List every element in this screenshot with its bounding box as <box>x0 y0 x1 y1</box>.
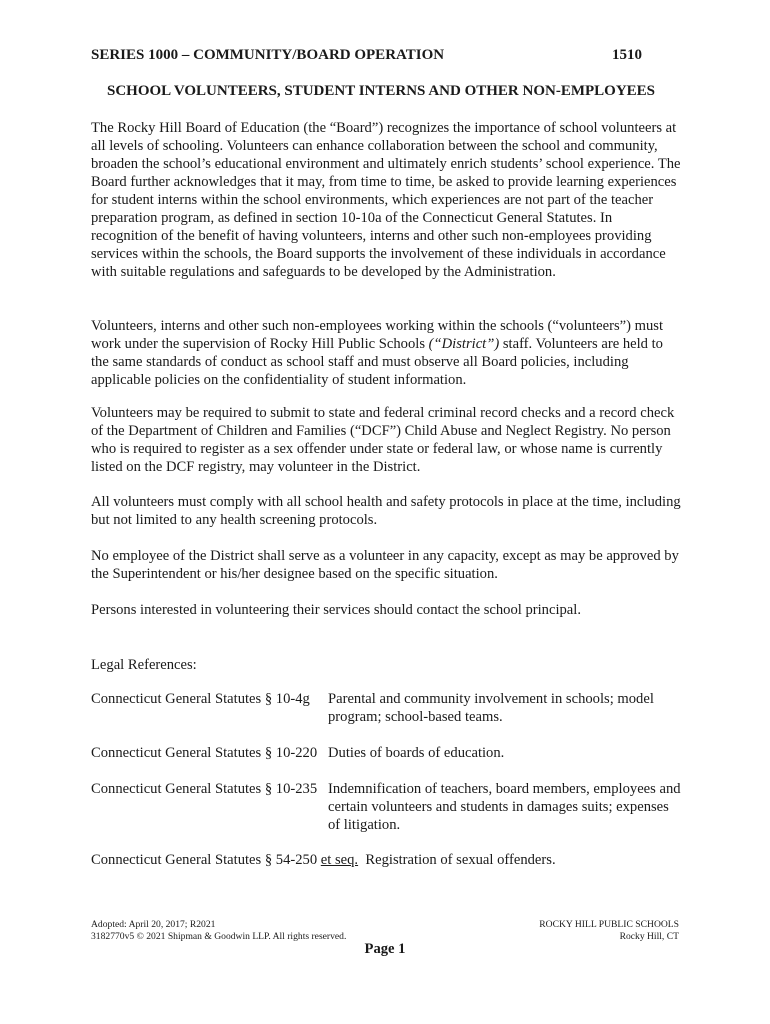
policy-number: 1510 <box>612 47 642 63</box>
et-seq-underlined: et seq. <box>320 852 359 868</box>
paragraph-employees: No employee of the District shall serve as a volunteer in any capacity, except as may be approved by the Superintendent or his/her designee based on the specific situation. <box>91 548 679 582</box>
series-title: SERIES 1000 – COMMUNITY/BOARD OPERATION <box>91 47 445 63</box>
paragraph-health-protocols: All volunteers must comply with all school health and safety protocols in place at the time, including but not limited to any health screening protocols. <box>91 494 681 528</box>
paragraph-supervision-text-2: staff. Volunteers are held to the same standards of conduct as school staff and must observe all Board policies, including applicable policies on the confidentiality of student information. <box>91 336 663 388</box>
organization-location: Rocky Hill, CT <box>619 931 679 942</box>
statute-citation: Connecticut General Statutes § 10-220 <box>91 745 318 761</box>
paragraph-supervision-text-1: Volunteers, interns and other such non-employees working within the schools (“volunteers”) must work under the supervision of Rocky Hill Public Schools <box>91 318 664 352</box>
statute-citation: Connecticut General Statutes § 10-4g <box>91 691 310 707</box>
footer-right <box>539 919 679 943</box>
district-term: (“District”) <box>428 336 500 352</box>
paragraph-intro: The Rocky Hill Board of Education (the “Board”) recognizes the importance of school volunteers at all levels of schooling. Volunteers can enhance collaboration between the school and community, broaden the school’s educational environment and ultimately enrich students’ school experience. The Board further acknowledges that it may, from time to time, be asked to provide learning experiences for student interns within the school environments, which experiences are not part of the teacher preparation program, as defined in section 10-10a of the Connecticut General Statutes. In recognition of the benefit of having volunteers, interns and other such non-employees providing services within the schools, the Board supports the involvement of these individuals in accordance with suitable regulations and safeguards to be developed by the Administration. <box>91 120 681 280</box>
statute-description: Registration of sexual offenders. <box>365 852 556 868</box>
statute-description: Indemnification of teachers, board members, employees and certain volunteers and students in damages suits; expenses of litigation. <box>328 781 681 833</box>
paragraph-supervision <box>91 317 681 389</box>
legal-references-label: Legal References: <box>91 657 197 673</box>
statute-description: Parental and community involvement in schools; model program; school-based teams. <box>328 691 654 725</box>
footer-left <box>91 919 346 943</box>
organization-name: ROCKY HILL PUBLIC SCHOOLS <box>539 919 679 930</box>
page-number: Page 1 <box>364 941 406 957</box>
paragraph-contact: Persons interested in volunteering their services should contact the school principal. <box>91 602 581 618</box>
policy-title: SCHOOL VOLUNTEERS, STUDENT INTERNS AND OTHER NON-EMPLOYEES <box>106 83 656 99</box>
paragraph-record-checks: Volunteers may be required to submit to state and federal criminal record checks and a record check of the Department of Children and Families (“DCF”) Child Abuse and Neglect Registry. No person who is required to register as a sex offender under state or federal law, or whose name is currently listed on the DCF registry, may volunteer in the District. <box>91 405 675 475</box>
adoption-date: Adopted: April 20, 2017; R2021 <box>91 919 216 930</box>
copyright-notice: 3182770v5 © 2021 Shipman & Goodwin LLP. All rights reserved. <box>91 931 347 942</box>
legal-reference <box>91 851 691 869</box>
statute-citation: Connecticut General Statutes § 54-250 <box>91 852 321 868</box>
statute-description: Duties of boards of education. <box>328 745 505 761</box>
statute-citation: Connecticut General Statutes § 10-235 <box>91 781 318 797</box>
policy-header <box>91 47 642 67</box>
